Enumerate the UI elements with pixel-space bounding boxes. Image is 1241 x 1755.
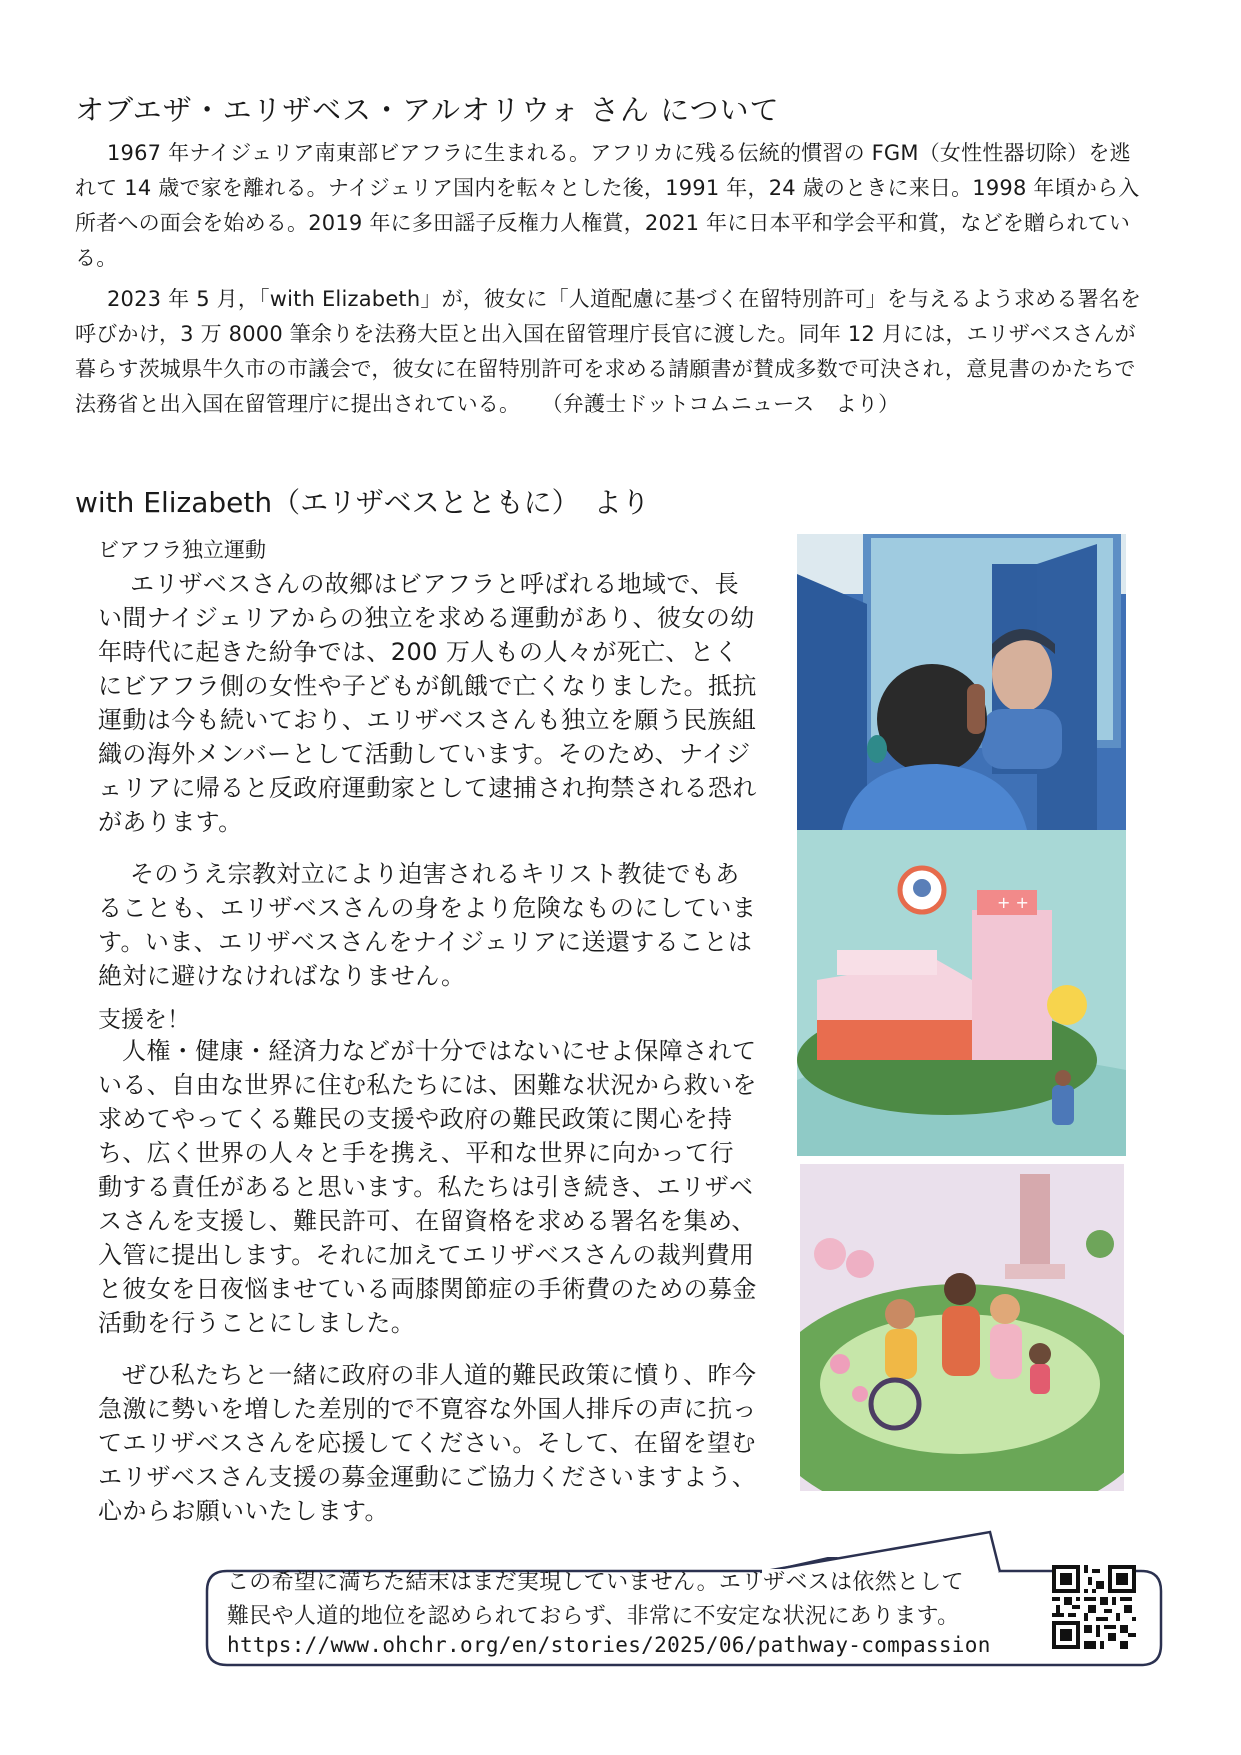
section-title-about: オブエザ・エリザベス・アルオリウォ さん について [75,93,780,127]
subheading-support: 支援を！ [98,1007,190,1033]
about-paragraph-1: 1967 年ナイジェリア南東部ビアフラに生まれる。アフリカに残る伝統的慣習の FGM（女性性器切除）を逃れて 14 歳で家を離れる。ナイジェリア国内を転々とした後，1991 年，24 歳のときに来日。1998 年頃から入所者への面会を始める。2019 年に多田謡子反権力人権賞，2021 年に日本平和学会平和賞，などを贈られている。 [75,141,1140,270]
callout-text-line-1: この希望に満ちた結末はまだ実現していません。エリザベスは依然として [227,1570,964,1595]
body-paragraph-appeal: ぜひ私たちと一緒に政府の非人道的難民政策に憤り、昨今急激に勢いを増した差別的で不寛容な外国人排斥の声に抗ってエリザベスさんを応援してください。そして、在留を望むエリザベスさん支援の募金運動にご協力くださいますよう、心からお願いいたします。 [98,1361,757,1525]
body-paragraph-biafra: エリザベスさんの故郷はビアフラと呼ばれる地域で、長い間ナイジェリアからの独立を求める運動があり、彼女の幼年時代に起きた紛争では、200 万人もの人々が死亡、とくにビアフラ側の女性や子どもが飢餓で亡くなりました。抵抗運動は今も続いており、エリザベスさんも独立を願う民族組織の海外メンバーとして活動しています。そのため、ナイジェリアに帰ると反政府運動家として逮捕され拘禁される恐れがあります。 [98,570,757,836]
subheading-biafra: ビアフラ独立運動 [98,538,266,562]
body-paragraph-support: 人権・健康・経済力などが十分ではないにせよ保障されている、自由な世界に住む私たちには、困難な状況から救いを求めてやってくる難民の支援や政府の難民政策に関心を持ち、広く世界の人々と手を携え、平和な世界に向かって行動する責任があると思います。私たちは引き続き、エリザベスさんを支援し、難民許可、在留資格を求める署名を集め、入管に提出します。それに加えてエリザベスさんの裁判費用と彼女を日夜悩ませている両膝関節症の手術費のための募金活動を行うことにしました。 [98,1037,757,1337]
visitation-window-illustration [797,534,1126,830]
section-title-with-elizabeth: with Elizabeth（エリザベスとともに） より [75,486,650,519]
body-paragraph-religion: そのうえ宗教対立により迫害されるキリスト教徒でもあることも、エリザベスさんの身をより危険なものにしています。いま、エリザベスさんをナイジェリアに送還することは絶対に避けなければなりません。 [98,860,757,990]
hospital-island-illustration [797,830,1126,1156]
callout-url-link[interactable]: https://www.ohchr.org/en/stories/2025/06/pathway-compassion [227,1633,991,1657]
svg-text:+ +: + + [997,893,1029,912]
about-paragraph-2: 2023 年 5 月，「with Elizabeth」が，彼女に「人道配慮に基づく在留特別許可」を与えるよう求める署名を呼びかけ，3 万 8000 筆余りを法務大臣と出入国在留管理庁長官に渡した。同年 12 月には，エリザベスさんが暮らす茨城県牛久市の市議会で，彼女に在留特別許可を求める請願書が賛成多数で可決され，意見書のかたちで法務省と出入国在留管理庁に提出されている。 （弁護士ドットコムニュース より） [75,287,1142,416]
qr-code-icon[interactable] [1052,1565,1136,1649]
family-park-illustration [800,1164,1124,1491]
callout-text-line-2: 難民や人道的地位を認められておらず、非常に不安定な状況にあります。 [227,1604,960,1629]
